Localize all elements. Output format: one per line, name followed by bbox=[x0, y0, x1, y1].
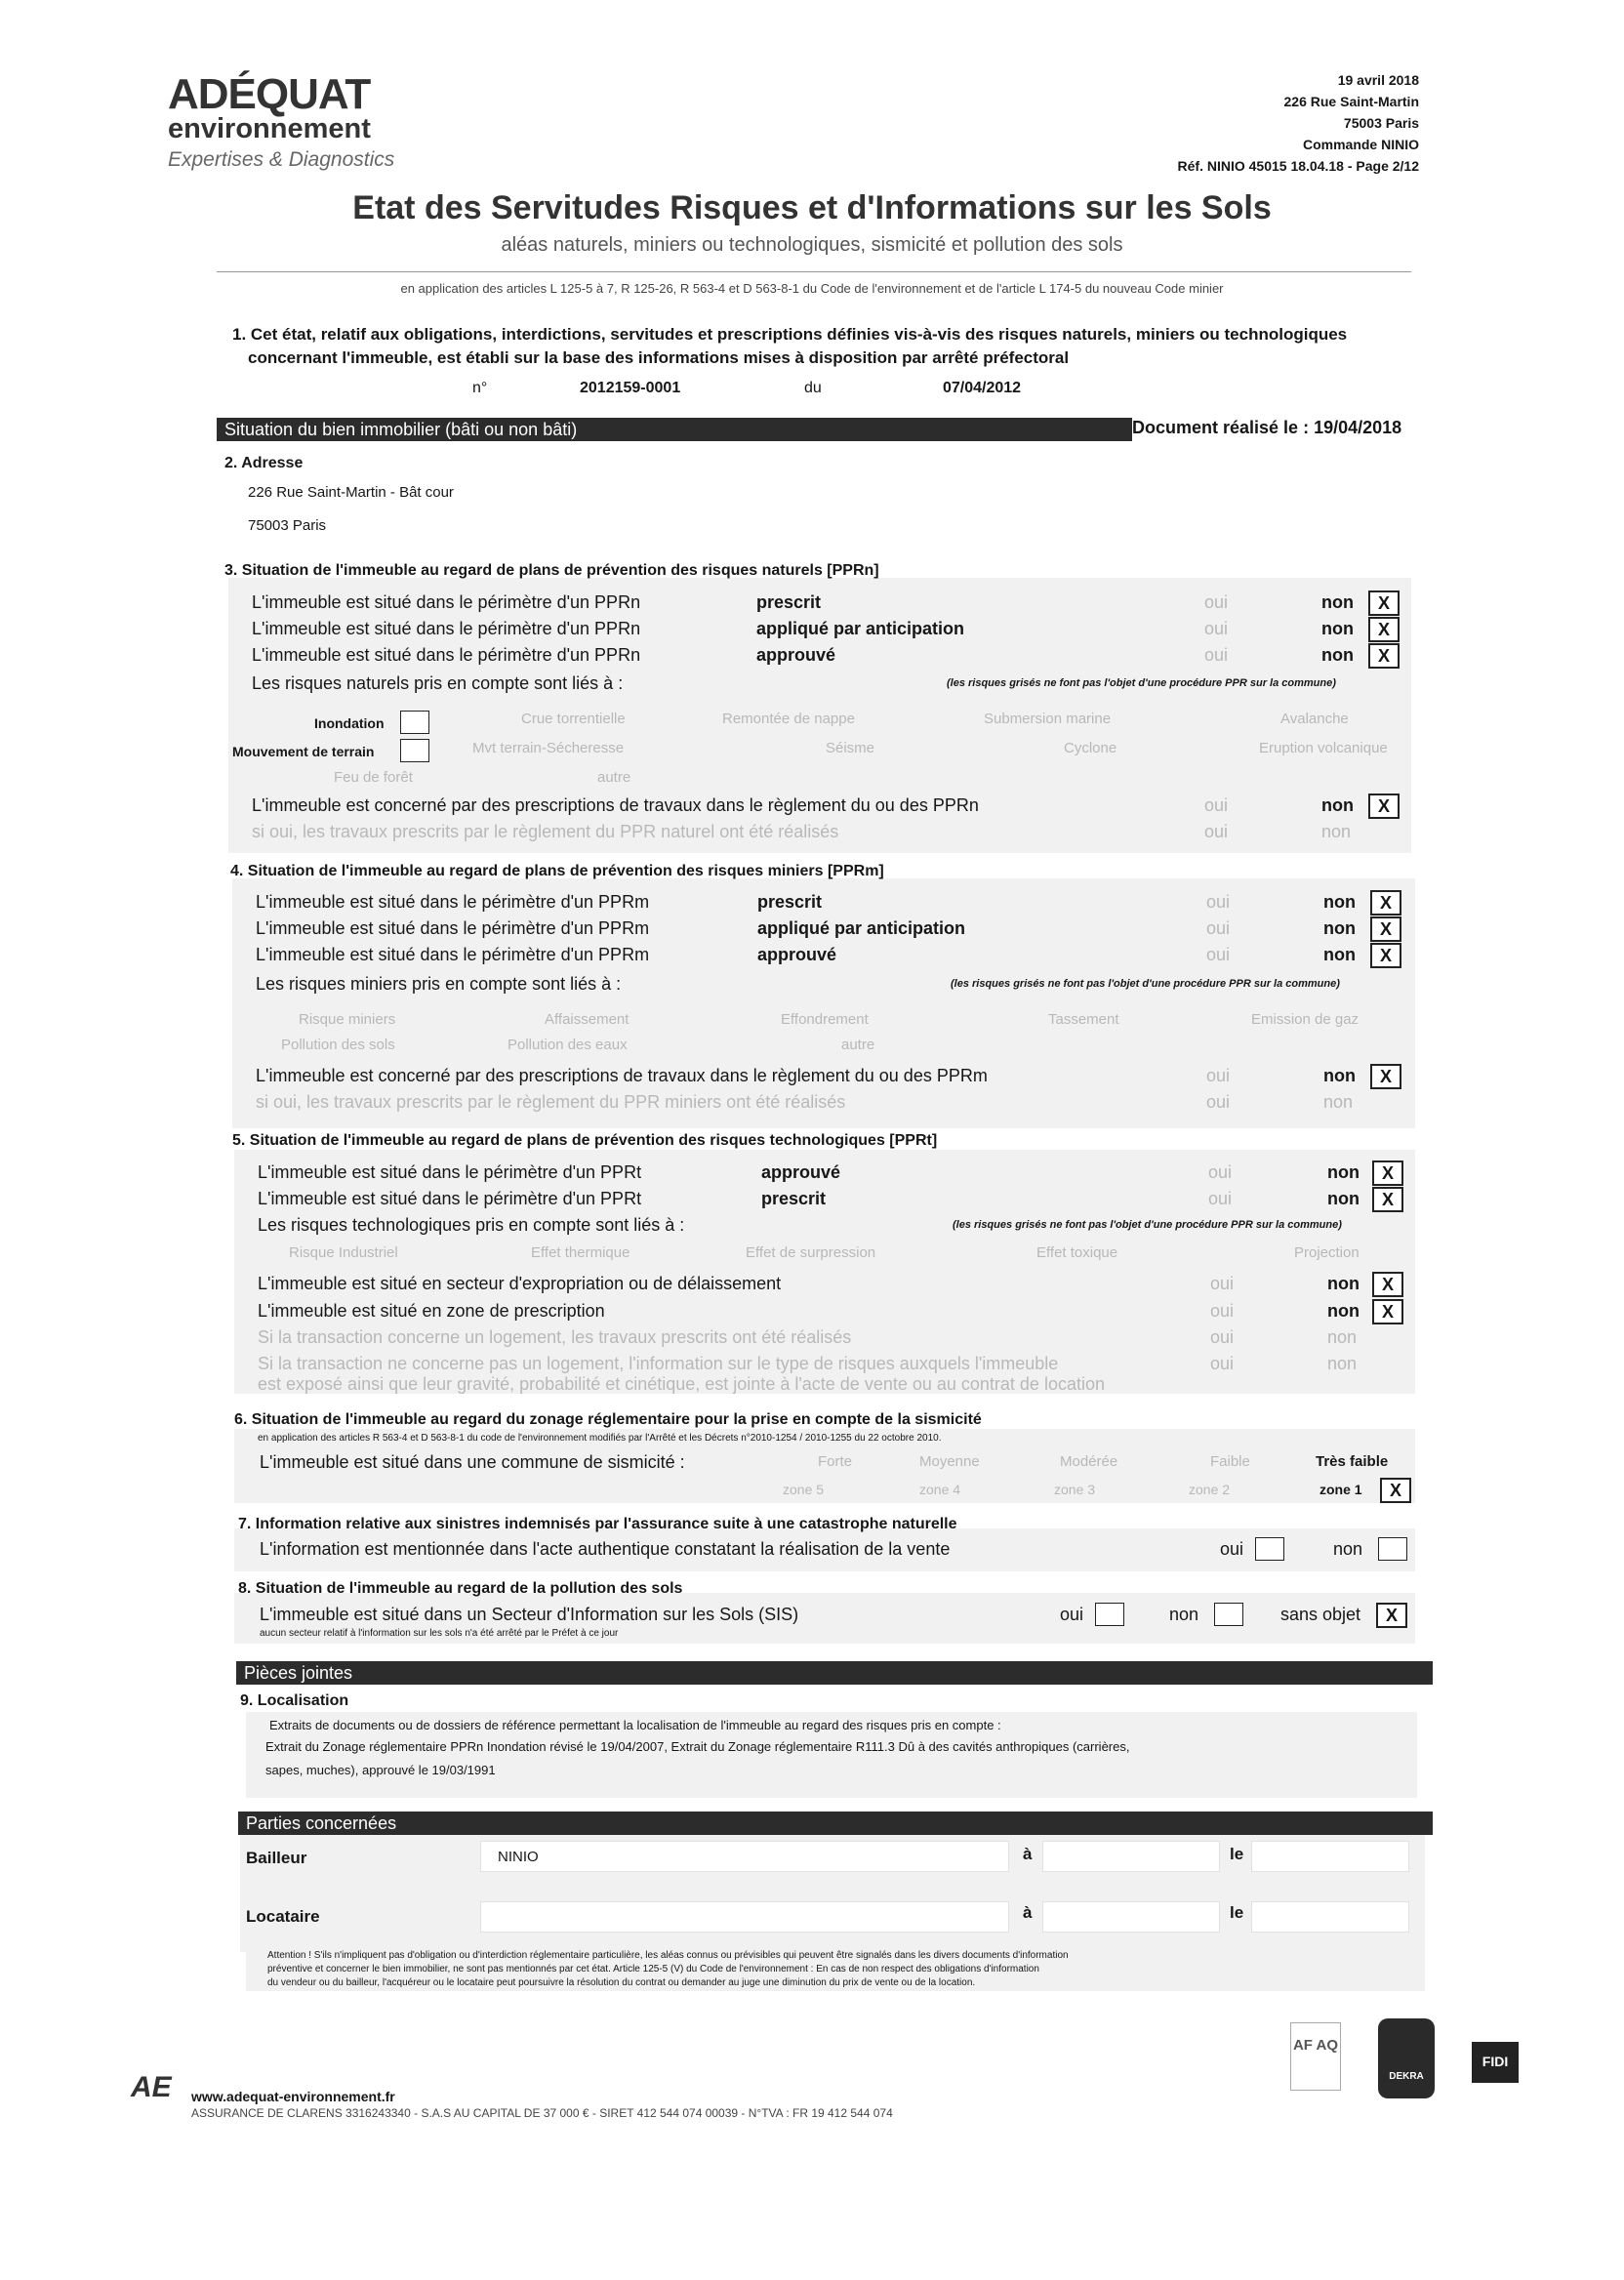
s9-line2: Extrait du Zonage réglementaire PPRn Inondation révisé le 19/04/2007, Extrait du Zonage réglementaire R111.3 Dû à des cavités anthropiques (carrières, bbox=[265, 1739, 1130, 1754]
logo-subname: environnement bbox=[168, 113, 371, 144]
s8-text: L'immeuble est situé dans un Secteur d'Information sur les Sols (SIS) bbox=[260, 1605, 799, 1624]
s5-row1-status: approuvé bbox=[761, 1162, 841, 1182]
s5-zone-oui: oui bbox=[1210, 1301, 1235, 1321]
s3-row1-text: L'immeuble est situé dans le périmètre d'un PPRn bbox=[252, 592, 641, 612]
s5-risks-note: (les risques grisés ne font pas l'objet d'une procédure PPR sur la commune) bbox=[953, 1219, 1342, 1231]
bar-situation: Situation du bien immobilier (bâti ou non bâti) bbox=[217, 418, 1132, 441]
s6-zone4: zone 4 bbox=[919, 1482, 961, 1497]
s4-row3-oui: oui bbox=[1206, 945, 1231, 964]
s4-risk-affaissement: Affaissement bbox=[545, 1011, 629, 1028]
s3-row3-non: non bbox=[1321, 645, 1354, 665]
s1-du: du bbox=[804, 380, 822, 396]
s3-risk-eruption: Eruption volcanique bbox=[1259, 740, 1388, 756]
meta-ref: Réf. NINIO 45015 18.04.18 - Page 2/12 bbox=[1177, 158, 1419, 174]
s3-concerned-non-checkbox[interactable]: X bbox=[1368, 794, 1400, 819]
s1-arrete-date: 07/04/2012 bbox=[943, 380, 1022, 396]
s5-expro-non: non bbox=[1327, 1274, 1360, 1293]
s4-row3-non-checkbox[interactable]: X bbox=[1370, 943, 1401, 968]
s3-row1-non: non bbox=[1321, 592, 1354, 612]
s3-mouvement-checkbox[interactable] bbox=[400, 739, 429, 762]
s5-row2-non: non bbox=[1327, 1189, 1360, 1208]
s5-logement2-oui: oui bbox=[1210, 1354, 1235, 1373]
attention-line1: Attention ! S'ils n'impliquent pas d'obligation ou d'interdiction réglementaire particulière, les aléas connus ou prévisibles qui peuvent être signalés dans les divers documents d'information bbox=[267, 1950, 1069, 1961]
s5-row2-status: prescrit bbox=[761, 1189, 827, 1208]
s3-risks-note: (les risques grisés ne font pas l'objet d'une procédure PPR sur la commune) bbox=[947, 677, 1336, 689]
s6-level-moyenne: Moyenne bbox=[919, 1453, 980, 1470]
s4-row2-text: L'immeuble est situé dans le périmètre d'un PPRm bbox=[256, 918, 650, 938]
s5-expro-non-checkbox[interactable]: X bbox=[1372, 1272, 1403, 1297]
s4-risk-effondrement: Effondrement bbox=[781, 1011, 869, 1028]
footer-legal: ASSURANCE DE CLARENS 3316243340 - S.A.S AU CAPITAL DE 37 000 € - SIRET 412 544 074 00039 - N°TVA : FR 19 412 544 074 bbox=[191, 2106, 893, 2120]
s6-subtitle: en application des articles R 563-4 et D 563-8-1 du code de l'environnement modifiés par l'Arrêté et les Décrets n°2010-1254 / 2010-1255 du 22 octobre 2010. bbox=[258, 1433, 942, 1444]
s3-row3-status: approuvé bbox=[756, 645, 836, 665]
bailleur-label: Bailleur bbox=[246, 1849, 307, 1867]
s4-risk-tassement: Tassement bbox=[1048, 1011, 1119, 1028]
footer-site: www.adequat-environnement.fr bbox=[191, 2089, 395, 2104]
s8-non: non bbox=[1169, 1605, 1199, 1624]
s4-concerned-non: non bbox=[1323, 1066, 1356, 1085]
s6-level-selected: Très faible bbox=[1316, 1453, 1389, 1470]
locataire-name-field[interactable] bbox=[480, 1901, 1009, 1933]
s3-risks-label: Les risques naturels pris en compte sont liés à : bbox=[252, 673, 624, 693]
s5-row1-non-checkbox[interactable]: X bbox=[1372, 1160, 1403, 1186]
s8-oui: oui bbox=[1060, 1605, 1084, 1624]
s7-non-checkbox[interactable] bbox=[1378, 1537, 1407, 1561]
s4-row1-non: non bbox=[1323, 892, 1356, 912]
address-city: 75003 Paris bbox=[248, 517, 327, 534]
s5-risk-surpression: Effet de surpression bbox=[746, 1244, 876, 1261]
s5-row1-oui: oui bbox=[1208, 1162, 1233, 1182]
s6-zone3: zone 3 bbox=[1054, 1482, 1096, 1497]
s3-works: si oui, les travaux prescrits par le règlement du PPR naturel ont été réalisés bbox=[252, 822, 839, 841]
s3-works-non: non bbox=[1321, 822, 1352, 841]
footer-logo: AE bbox=[131, 2071, 172, 2103]
s4-risks-label: Les risques miniers pris en compte sont liés à : bbox=[256, 974, 622, 994]
bailleur-date-field[interactable] bbox=[1251, 1841, 1409, 1872]
s6-level-faible: Faible bbox=[1210, 1453, 1250, 1470]
s5-risk-thermique: Effet thermique bbox=[531, 1244, 630, 1261]
s4-works: si oui, les travaux prescrits par le règlement du PPR miniers ont été réalisés bbox=[256, 1092, 846, 1112]
s7-text: L'information est mentionnée dans l'acte authentique constatant la réalisation de la vente bbox=[260, 1539, 951, 1559]
s5-risks-label: Les risques technologiques pris en compte sont liés à : bbox=[258, 1215, 685, 1235]
s5-row1-non: non bbox=[1327, 1162, 1360, 1182]
document-date: Document réalisé le : 19/04/2018 bbox=[1132, 418, 1402, 437]
s9-line3: sapes, muches), approuvé le 19/03/1991 bbox=[265, 1763, 496, 1777]
s4-title: 4. Situation de l'immeuble au regard de plans de prévention des risques miniers [PPRm] bbox=[230, 863, 884, 879]
s4-row3-non: non bbox=[1323, 945, 1356, 964]
s3-row2-status: appliqué par anticipation bbox=[756, 619, 965, 638]
s6-level-forte: Forte bbox=[818, 1453, 853, 1470]
s7-oui-checkbox[interactable] bbox=[1255, 1537, 1284, 1561]
s8-title: 8. Situation de l'immeuble au regard de la pollution des sols bbox=[238, 1580, 683, 1597]
s4-risk-miniers: Risque miniers bbox=[299, 1011, 396, 1028]
s4-concerned: L'immeuble est concerné par des prescriptions de travaux dans le règlement du ou des PPRm bbox=[256, 1066, 988, 1085]
s5-row2-text: L'immeuble est situé dans le périmètre d'un PPRt bbox=[258, 1189, 642, 1208]
s1-no-label: n° bbox=[472, 380, 488, 396]
locataire-date-field[interactable] bbox=[1251, 1901, 1409, 1933]
s7-title: 7. Information relative aux sinistres indemnisés par l'assurance suite à une catastrophe naturelle bbox=[238, 1516, 957, 1532]
application-note: en application des articles L 125-5 à 7, R 125-26, R 563-4 et D 563-8-1 du Code de l'environnement et de l'article L 174-5 du nouveau Code minier bbox=[400, 281, 1224, 296]
logo-tagline: Expertises & Diagnostics bbox=[168, 148, 395, 171]
s4-row3-text: L'immeuble est situé dans le périmètre d'un PPRm bbox=[256, 945, 650, 964]
meta-city: 75003 Paris bbox=[1343, 115, 1419, 131]
bailleur-le-label: le bbox=[1230, 1845, 1244, 1863]
s5-row2-non-checkbox[interactable]: X bbox=[1372, 1187, 1403, 1212]
bailleur-name-field[interactable] bbox=[480, 1841, 1009, 1872]
s5-expro-oui: oui bbox=[1210, 1274, 1235, 1293]
fidi-text: FIDI bbox=[1482, 2054, 1509, 2069]
s5-logement1: Si la transaction concerne un logement, les travaux prescrits ont été réalisés bbox=[258, 1327, 852, 1347]
bailleur-a-label: à bbox=[1023, 1845, 1033, 1863]
s4-row1-text: L'immeuble est situé dans le périmètre d'un PPRm bbox=[256, 892, 650, 912]
s3-row3-non-checkbox[interactable]: X bbox=[1368, 643, 1400, 669]
s8-sans-objet: sans objet bbox=[1280, 1605, 1361, 1624]
locataire-le-label: le bbox=[1230, 1903, 1244, 1922]
s5-risk-projection: Projection bbox=[1294, 1244, 1360, 1261]
s4-risk-pollution-eaux: Pollution des eaux bbox=[508, 1037, 628, 1053]
s3-concerned-non: non bbox=[1321, 795, 1354, 815]
s7-oui: oui bbox=[1220, 1539, 1244, 1559]
s3-risk-cyclone: Cyclone bbox=[1064, 740, 1117, 756]
s2-title: 2. Adresse bbox=[224, 455, 304, 471]
s5-zone: L'immeuble est situé en zone de prescription bbox=[258, 1301, 605, 1321]
s9-line1: Extraits de documents ou de dossiers de référence permettant la localisation de l'immeuble au regard des risques pris en compte : bbox=[269, 1718, 1001, 1732]
s3-row3-oui: oui bbox=[1204, 645, 1229, 665]
s5-risk-industriel: Risque Industriel bbox=[289, 1244, 398, 1261]
s8-oui-checkbox[interactable] bbox=[1095, 1603, 1124, 1626]
s6-zone1-checkbox[interactable]: X bbox=[1380, 1478, 1411, 1503]
s5-logement2b: est exposé ainsi que leur gravité, probabilité et cinétique, est jointe à l'acte de vente ou au contrat de location bbox=[258, 1374, 1105, 1394]
s1-text2: concernant l'immeuble, est établi sur la base des informations mises à disposition par arrêté préfectoral bbox=[248, 348, 1070, 367]
s3-concerned: L'immeuble est concerné par des prescriptions de travaux dans le règlement du ou des PPRn bbox=[252, 795, 979, 815]
s3-risk-feu: Feu de forêt bbox=[334, 769, 413, 786]
certification-logo-dekra bbox=[1378, 2018, 1435, 2098]
s4-row3-status: approuvé bbox=[757, 945, 837, 964]
dekra-text: DEKRA bbox=[1389, 2071, 1424, 2082]
s3-risk-secheresse: Mvt terrain-Sécheresse bbox=[472, 740, 625, 756]
s6-text: L'immeuble est situé dans une commune de sismicité : bbox=[260, 1452, 685, 1472]
s4-risks-note: (les risques grisés ne font pas l'objet d'une procédure PPR sur la commune) bbox=[951, 978, 1340, 990]
s5-logement2a: Si la transaction ne concerne pas un logement, l'information sur le type de risques auxquels l'immeuble bbox=[258, 1354, 1059, 1373]
meta-street: 226 Rue Saint-Martin bbox=[1283, 94, 1419, 109]
s3-row1-status: prescrit bbox=[756, 592, 822, 612]
attention-line2: préventive et concerner le bien immobilier, ne sont pas mentionnés par cet état. Article 125-5 (V) du Code de l'environnement : En cas de non respect des obligations d'information bbox=[267, 1964, 1039, 1975]
s3-mouvement-label: Mouvement de terrain bbox=[232, 744, 375, 759]
s3-row2-oui: oui bbox=[1204, 619, 1229, 638]
s3-row2-non: non bbox=[1321, 619, 1354, 638]
s4-risk-gaz: Emission de gaz bbox=[1251, 1011, 1360, 1028]
s4-row1-non-checkbox[interactable]: X bbox=[1370, 890, 1401, 916]
s3-row1-non-checkbox[interactable]: X bbox=[1368, 590, 1400, 616]
meta-order: Commande NINIO bbox=[1302, 137, 1419, 152]
s3-works-oui: oui bbox=[1204, 822, 1229, 841]
s3-risk-autre: autre bbox=[597, 769, 631, 786]
s3-title: 3. Situation de l'immeuble au regard de plans de prévention des risques naturels [PPRn] bbox=[224, 562, 879, 579]
s8-non-checkbox[interactable] bbox=[1214, 1603, 1243, 1626]
bailleur-place-field[interactable] bbox=[1042, 1841, 1220, 1872]
address-street: 226 Rue Saint-Martin - Bât cour bbox=[248, 484, 454, 501]
s4-row2-non: non bbox=[1323, 918, 1356, 938]
s4-risk-autre: autre bbox=[841, 1037, 875, 1053]
logo-name: ADÉQUAT bbox=[168, 70, 371, 118]
s3-inondation-checkbox[interactable] bbox=[400, 711, 429, 734]
divider bbox=[217, 271, 1411, 272]
s6-zone5: zone 5 bbox=[783, 1482, 825, 1497]
s4-concerned-non-checkbox[interactable]: X bbox=[1370, 1064, 1401, 1089]
s3-risk-avalanche: Avalanche bbox=[1280, 711, 1349, 727]
page-subtitle: aléas naturels, miniers ou technologiques, sismicité et pollution des sols bbox=[501, 234, 1123, 256]
s4-row2-non-checkbox[interactable]: X bbox=[1370, 916, 1401, 942]
s5-row1-text: L'immeuble est situé dans le périmètre d'un PPRt bbox=[258, 1162, 642, 1182]
s6-zone2: zone 2 bbox=[1189, 1482, 1231, 1497]
s5-zone-non: non bbox=[1327, 1301, 1360, 1321]
s4-works-oui: oui bbox=[1206, 1092, 1231, 1112]
locataire-label: Locataire bbox=[246, 1907, 320, 1926]
s6-title: 6. Situation de l'immeuble au regard du zonage réglementaire pour la prise en compte de la sismicité bbox=[234, 1411, 982, 1428]
s8-sans-objet-checkbox[interactable]: X bbox=[1376, 1603, 1407, 1628]
meta-date: 19 avril 2018 bbox=[1337, 72, 1419, 88]
s5-logement1-non: non bbox=[1327, 1327, 1358, 1347]
s3-row2-text: L'immeuble est situé dans le périmètre d'un PPRn bbox=[252, 619, 641, 638]
s4-row1-oui: oui bbox=[1206, 892, 1231, 912]
s3-inondation-label: Inondation bbox=[314, 715, 385, 731]
s6-zone-selected: zone 1 bbox=[1320, 1482, 1362, 1497]
s3-row1-oui: oui bbox=[1204, 592, 1229, 612]
s5-row2-oui: oui bbox=[1208, 1189, 1233, 1208]
s1-text1: 1. Cet état, relatif aux obligations, interdictions, servitudes et prescriptions définies vis-à-vis des risques naturels, miniers ou technologiques bbox=[232, 325, 1348, 344]
s4-row1-status: prescrit bbox=[757, 892, 823, 912]
s4-works-non: non bbox=[1323, 1092, 1354, 1112]
s4-row2-oui: oui bbox=[1206, 918, 1231, 938]
locataire-a-label: à bbox=[1023, 1903, 1033, 1922]
s4-panel bbox=[232, 878, 1415, 1128]
s9-title: 9. Localisation bbox=[240, 1692, 349, 1709]
page-title: Etat des Servitudes Risques et d'Informations sur les Sols bbox=[352, 189, 1272, 226]
s1-arrete-number: 2012159-0001 bbox=[580, 380, 681, 396]
s4-row2-status: appliqué par anticipation bbox=[757, 918, 966, 938]
s3-risk-crue: Crue torrentielle bbox=[521, 711, 626, 727]
s4-risk-pollution-sols: Pollution des sols bbox=[281, 1037, 395, 1053]
s8-note: aucun secteur relatif à l'information sur les sols n'a été arrêté par le Préfet à ce jour bbox=[260, 1628, 619, 1639]
bailleur-name: NINIO bbox=[498, 1849, 539, 1865]
attention-line3: du vendeur ou du bailleur, l'acquéreur ou le locataire peut poursuivre la résolution du contrat ou demander au juge une diminution du prix de vente ou de la location. bbox=[267, 1977, 976, 1988]
bar-pieces-jointes: Pièces jointes bbox=[236, 1661, 1433, 1685]
s5-expro: L'immeuble est situé en secteur d'expropriation ou de délaissement bbox=[258, 1274, 782, 1293]
s5-title: 5. Situation de l'immeuble au regard de plans de prévention des risques technologiques [PPRt] bbox=[232, 1132, 938, 1149]
s3-risk-submersion: Submersion marine bbox=[984, 711, 1112, 727]
s5-logement1-oui: oui bbox=[1210, 1327, 1235, 1347]
locataire-place-field[interactable] bbox=[1042, 1901, 1220, 1933]
bar-parties: Parties concernées bbox=[238, 1812, 1433, 1835]
s4-concerned-oui: oui bbox=[1206, 1066, 1231, 1085]
s3-risk-nappe: Remontée de nappe bbox=[722, 711, 855, 727]
s7-non: non bbox=[1333, 1539, 1363, 1559]
s5-zone-non-checkbox[interactable]: X bbox=[1372, 1299, 1403, 1324]
s3-risk-seisme: Séisme bbox=[826, 740, 875, 756]
afaq-text: AF AQ bbox=[1292, 2037, 1339, 2054]
s3-concerned-oui: oui bbox=[1204, 795, 1229, 815]
s3-row2-non-checkbox[interactable]: X bbox=[1368, 617, 1400, 642]
s6-level-moderee: Modérée bbox=[1060, 1453, 1118, 1470]
certification-logo-afaq bbox=[1290, 2022, 1341, 2091]
s5-logement2-non: non bbox=[1327, 1354, 1358, 1373]
certification-logo-fidi bbox=[1472, 2042, 1519, 2083]
s3-row3-text: L'immeuble est situé dans le périmètre d'un PPRn bbox=[252, 645, 641, 665]
s5-risk-toxique: Effet toxique bbox=[1036, 1244, 1118, 1261]
